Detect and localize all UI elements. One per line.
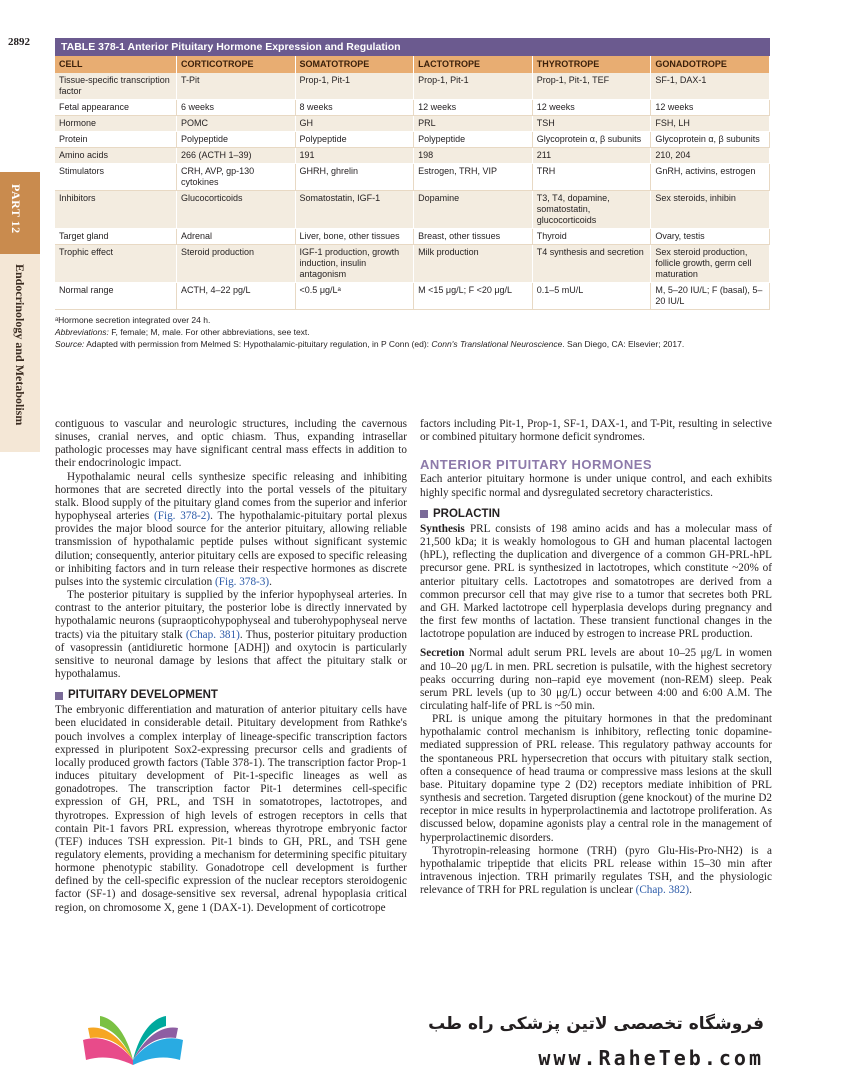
table-cell: 12 weeks [651,100,770,116]
table-row [55,116,770,132]
row-label: Hormone [55,116,176,132]
paragraph: factors including Pit-1, Prop-1, SF-1, DAX-1, and T-Pit, resulting in selective or combined pituitary hormone deficit syndromes. [420,418,772,444]
section-heading: PROLACTIN [420,508,772,521]
chapter-link[interactable]: (Chap. 381) [185,628,240,641]
table-cell: Polypeptide [176,132,295,148]
chapter-link[interactable]: (Chap. 382) [635,884,690,897]
paragraph: PRL is unique among the pituitary hormones in that the predominant hypothalamic control mechanism is inhibitory, reflecting tonic dopamine-mediated suppression of PRL release. This regulatory pathway accounts for the spontaneous PRL hypersecretion that occurs with pituitary stalk section, often a consequence of head trauma or compressive mass lesions at the skull base. Pituitary dopamine type 2 (D2) receptors mediate inhibition of PRL synthesis and secretion. Targeted disruption (gene knockout) of the murine D2 receptor in mice results in hyperprolactinemia and lactotrope proliferation. As discussed below, dopamine agonists play a central role in the management of hyperprolactinemic disorders. [420,713,772,844]
column-header: LACTOTROPE [414,56,533,73]
table-cell: FSH, LH [651,116,770,132]
table-notes [55,314,770,350]
figure-link[interactable]: (Fig. 378-2) [154,510,211,523]
table-cell: M <15 μg/L; F <20 μg/L [414,283,533,310]
table-cell: Steroid production [176,245,295,283]
table-cell: 211 [532,148,651,164]
table-cell: CRH, AVP, gp-130 cytokines [176,164,295,191]
table-cell: Glucocorticoids [176,191,295,229]
table-cell: TSH [532,116,651,132]
right-column [420,418,772,897]
table-body [55,73,770,310]
table-cell: 12 weeks [532,100,651,116]
paragraph: The posterior pituitary is supplied by the inferior hypophyseal arteries. In contrast to the anterior pituitary, the posterior lobe is directly innervated by hypothalamic neurons (supraopticohypophyseal and tuberohypophyseal nerve tracts) via the pituitary stalk (Chap. 381). Thus, posterior pituitary production of vasopressin (antidiuretic hormone [ADH]) and oxytocin is particularly sensitive to neuronal damage by lesions that affect the pituitary stalk or hypothalamus. [55,589,407,680]
table-cell: T3, T4, dopamine, somatostatin, glucocorticoids [532,191,651,229]
table-cell: Prop-1, Pit-1 [414,73,533,100]
table-title: TABLE 378-1 Anterior Pituitary Hormone Expression and Regulation [55,38,770,56]
part-tab [0,172,40,254]
table-cell: Prop-1, Pit-1, TEF [532,73,651,100]
table-cell: TRH [532,164,651,191]
table-row [55,283,770,310]
major-heading: ANTERIOR PITUITARY HORMONES [420,457,653,473]
row-label: Amino acids [55,148,176,164]
table-footnote: ᵃHormone secretion integrated over 24 h. [55,315,211,325]
hormone-table [55,38,770,350]
table-abbreviations: Abbreviations: F, female; M, male. For other abbreviations, see text. [55,327,310,337]
book-logo-icon [78,1010,188,1070]
table-row [55,191,770,229]
table-cell: 6 weeks [176,100,295,116]
table-cell: <0.5 μg/Lᵃ [295,283,414,310]
part-label: PART 12 [9,184,23,234]
paragraph: The embryonic differentiation and maturation of anterior pituitary cells have been elucidated in considerable detail. Pituitary development from Rathke's pouch involves a complex interplay of lineage-specific transcription factors expressed in pluripotent Sox2-expressing precursor cells and gradients of locally produced growth factors (Table 378-1). The transcription factor Prop-1 induces pituitary development of Pit-1-specific lineages as well as gonadotropes. The transcription factor Pit-1 determines cell-specific expression of GH, PRL, and TSH in somatotropes, lactotropes, and thyrotropes. Expression of high levels of estrogen receptors in cells that contain Pit-1 favors PRL expression, whereas thyrotrope embryonic factor (TEF) induces TSH expression. Pit-1 binds to GH, PRL, and TSH gene regulatory elements, providing a mechanism for determining specific pituitary hormone phenotypic stability. Gonadotrope cell development is further defined by the cell-specific expression of the nuclear receptors steroidogenic factor (SF-1) and dosage-sensitive sex reversal, adrenal hypoplasia critical region, on chromosome X, gene 1 (DAX-1). Development of corticotrope [55,704,407,914]
table-cell: 266 (ACTH 1–39) [176,148,295,164]
table-cell: 210, 204 [651,148,770,164]
table-cell: Somatostatin, IGF-1 [295,191,414,229]
table-cell: Milk production [414,245,533,283]
table-cell: Estrogen, TRH, VIP [414,164,533,191]
table-row [55,100,770,116]
table-cell: 8 weeks [295,100,414,116]
table-cell: Polypeptide [295,132,414,148]
table-cell: GnRH, activins, estrogen [651,164,770,191]
table-cell: Liver, bone, other tissues [295,229,414,245]
table-cell: GHRH, ghrelin [295,164,414,191]
table-cell: 191 [295,148,414,164]
column-header: THYROTROPE [532,56,651,73]
row-label: Tissue-specific transcription factor [55,73,176,100]
table-cell: SF-1, DAX-1 [651,73,770,100]
table-cell: IGF-1 production, growth induction, insulin antagonism [295,245,414,283]
table-cell: Sex steroids, inhibin [651,191,770,229]
column-header: CELL [55,56,176,73]
table-cell: Sex steroid production, follicle growth, germ cell maturation [651,245,770,283]
table-cell: PRL [414,116,533,132]
row-label: Protein [55,132,176,148]
table-row [55,245,770,283]
column-header: GONADOTROPE [651,56,770,73]
table-row [55,132,770,148]
section-heading: PITUITARY DEVELOPMENT [55,689,407,702]
table-cell: 0.1–5 mU/L [532,283,651,310]
row-label: Trophic effect [55,245,176,283]
table-cell: Breast, other tissues [414,229,533,245]
table-cell: 12 weeks [414,100,533,116]
figure-link[interactable]: (Fig. 378-3) [215,575,270,588]
store-url: www.RaheTeb.com [538,1046,764,1070]
row-label: Normal range [55,283,176,310]
paragraph: Secretion Normal adult serum PRL levels are about 10–25 μg/L in women and 10–20 μg/L in men. PRL secretion is pulsatile, with the highest secretory peaks occurring during non–rapid eye movement (non-REM) sleep. Peak serum PRL levels (up to 30 μg/L) occur between 4:00 and 6:00 A.M. The circulating half-life of PRL is ~50 min. [420,647,772,712]
table-cell: Thyroid [532,229,651,245]
paragraph: Each anterior pituitary hormone is under unique control, and each exhibits highly specific normal and dysregulated secretory characteristics. [420,473,772,499]
table-cell: Prop-1, Pit-1 [295,73,414,100]
row-label: Stimulators [55,164,176,191]
paragraph: Hypothalamic neural cells synthesize specific releasing and inhibiting hormones that are secreted directly into the portal vessels of the pituitary stalk. Blood supply of the pituitary gland comes from the superior and inferior hypophyseal arteries (Fig. 378-2). The hypothalamic-pituitary portal plexus provides the major blood source for the anterior pituitary, allowing reliable transmission of hypothalamic peptide pulses without significant systemic dilution; consequently, anterior pituitary cells are exposed to specific releasing or inhibiting factors and in turn release their respective hormones as discrete pulses into the systemic circulation (Fig. 378-3). [55,470,408,588]
column-header: CORTICOTROPE [176,56,295,73]
table-cell: T-Pit [176,73,295,100]
table-cell: M, 5–20 IU/L; F (basal), 5–20 IU/L [651,283,770,310]
row-label: Inhibitors [55,191,176,229]
table-row [55,73,770,100]
row-label: Target gland [55,229,176,245]
table-row [55,164,770,191]
square-bullet-icon [420,510,428,518]
paragraph: Thyrotropin-releasing hormone (TRH) (pyro Glu-His-Pro-NH2) is a hypothalamic tripeptide that elicits PRL release within 15–30 min after intravenous injection. TRH primarily regulates TSH, and the physiologic relevance of TRH for PRL regulation is unclear (Chap. 382). [420,844,772,897]
table-header-row [55,56,770,73]
store-name: فروشگاه تخصصی لاتین پزشکی راه طب [428,1014,764,1034]
row-label: Fetal appearance [55,100,176,116]
table-cell: GH [295,116,414,132]
table-source: Source: Adapted with permission from Melmed S: Hypothalamic-pituitary regulation, in P Conn (ed): Conn's Translational Neuroscience. San Diego, CA: Elsevier; 2017. [55,339,685,349]
table-cell: Ovary, testis [651,229,770,245]
table-cell: Dopamine [414,191,533,229]
left-column [55,418,407,915]
paragraph: Synthesis PRL consists of 198 amino acids and has a molecular mass of 21,500 kDa; it is weakly homologous to GH and human placental lactogen (hPL), reflecting the duplication and divergence of a common GH-PRL-hPL precursor gene. PRL is synthesized in lactotropes, which constitute ~20% of anterior pituitary cells. Lactotropes and somatotropes are derived from a common precursor cell that may give rise to a tumor that secretes both PRL and GH. Marked lactotrope cell hyperplasia develops during pregnancy and the first few months of lactation. These transient functional changes in the lactotrope population are induced by estrogen to increase PRL production. [420,522,772,641]
table-cell: POMC [176,116,295,132]
table-cell: 198 [414,148,533,164]
table-cell: Adrenal [176,229,295,245]
table-row [55,229,770,245]
page-number: 2892 [8,36,30,48]
table-cell: Polypeptide [414,132,533,148]
side-tab [0,172,40,452]
table-grid [55,56,770,310]
section-title-vertical: Endocrinology and Metabolism [13,264,27,426]
paragraph: contiguous to vascular and neurologic structures, including the cavernous sinuses, cranial nerves, and optic chiasm. Thus, expanding intrasellar pathologic processes may have significant central mass effects in addition to their endocrinologic impact. [55,418,407,470]
column-header: SOMATOTROPE [295,56,414,73]
square-bullet-icon [55,692,63,700]
table-cell: Glycoprotein α, β subunits [651,132,770,148]
table-cell: Glycoprotein α, β subunits [532,132,651,148]
table-row [55,148,770,164]
table-cell: ACTH, 4–22 pg/L [176,283,295,310]
table-cell: T4 synthesis and secretion [532,245,651,283]
